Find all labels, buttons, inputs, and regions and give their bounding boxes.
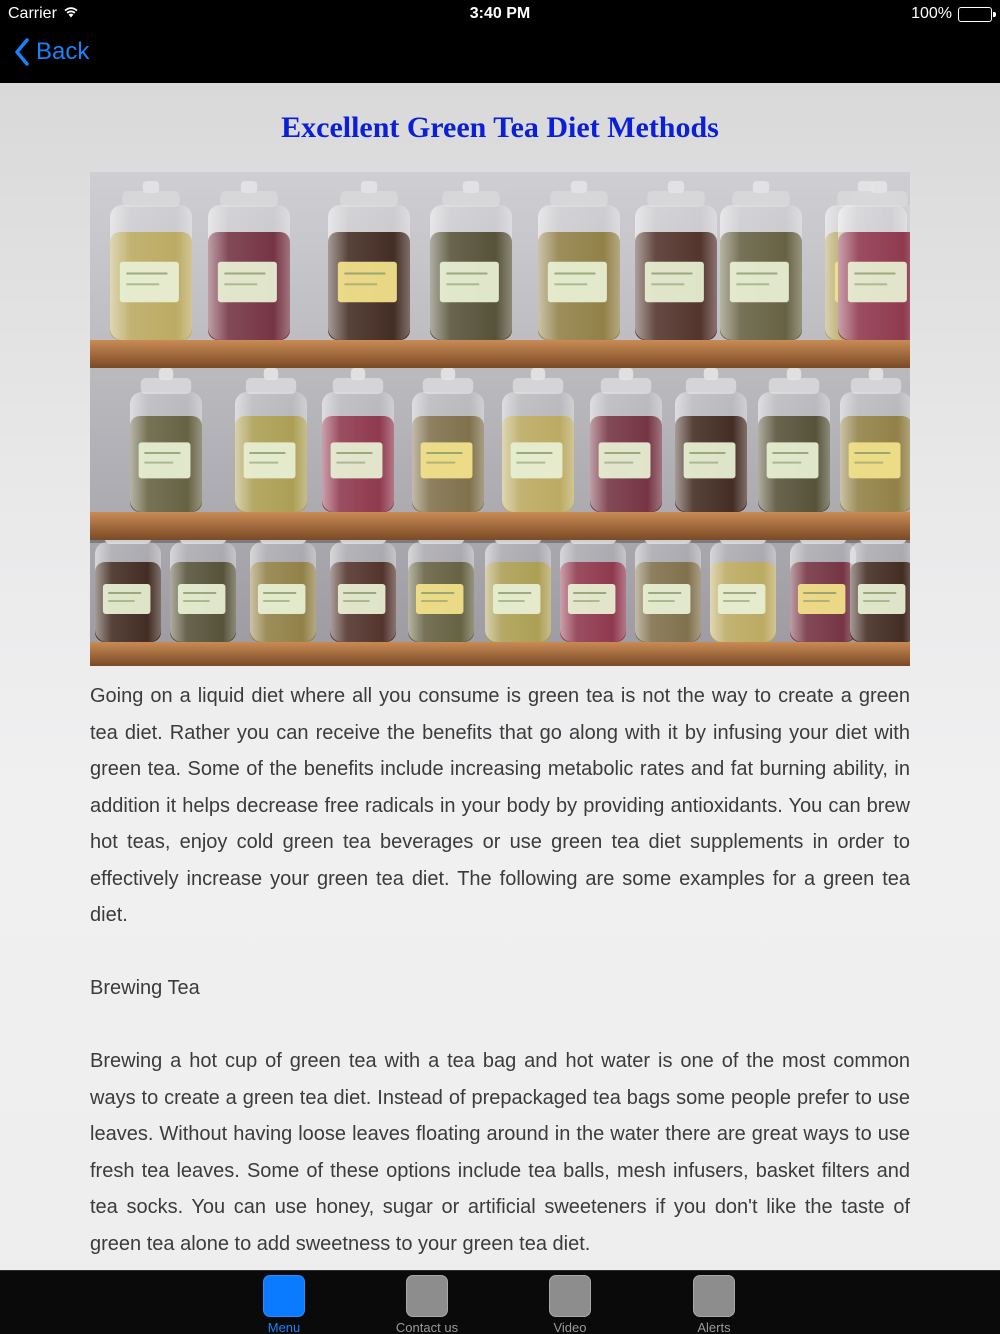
- back-button[interactable]: [14, 38, 89, 66]
- back-label: Back: [36, 38, 90, 65]
- tab-label: Video: [553, 1320, 587, 1334]
- status-bar: [0, 0, 1000, 28]
- article-paragraph: Going on a liquid diet where all you consume is green tea is not the way to create a green tea diet. Rather you can receive the benefits that go along with it by infusing your diet with green tea. Some of the benefits include increasing metabolic rates and fat burning ability, in addition it helps decrease free radicals in your body by providing antioxidants. You can brew hot teas, enjoy cold green tea beverages or use green tea diet supplements in order to effectively increase your green tea diet. The following are some examples for a green tea diet.: [90, 685, 910, 926]
- page-title: Excellent Green Tea Diet Methods: [281, 111, 719, 144]
- chevron-left-icon: [14, 38, 30, 66]
- tab-video[interactable]: [520, 1275, 620, 1333]
- tab-bar: [0, 1270, 1000, 1334]
- menu-icon: [263, 1275, 305, 1317]
- tab-label: Menu: [267, 1320, 301, 1334]
- tab-label: Contact us: [395, 1320, 459, 1334]
- tab-alerts[interactable]: [664, 1275, 764, 1333]
- tab-contact-us[interactable]: [377, 1275, 477, 1333]
- battery-icon: [958, 7, 992, 22]
- section-heading: Brewing Tea: [90, 977, 200, 999]
- status-time: 3:40 PM: [469, 5, 531, 22]
- tab-menu[interactable]: [234, 1275, 334, 1333]
- carrier-label: Carrier: [8, 5, 57, 22]
- video-icon: [549, 1275, 591, 1317]
- navigation-bar: [0, 28, 1000, 83]
- alerts-icon: [693, 1275, 735, 1317]
- contact-icon: [406, 1275, 448, 1317]
- tab-label: Alerts: [697, 1320, 731, 1334]
- article-paragraph: Brewing a hot cup of green tea with a tea bag and hot water is one of the most common ways to create a green tea diet. Instead of prepackaged tea bags some people prefer to use leaves. Without having loose leaves floating around in the water there are great ways to use fresh tea leaves. Some of these options include tea balls, mesh infusers, basket filters and tea socks. You can use honey, sugar or artificial sweeteners if you don't like the taste of green tea alone to add sweetness to your green tea diet.: [90, 1050, 910, 1255]
- article-body: [90, 678, 910, 1270]
- article-content[interactable]: [0, 83, 1000, 1270]
- battery-status: [911, 5, 992, 23]
- battery-percent: 100%: [911, 5, 952, 22]
- tea-jars-photo: [90, 172, 910, 666]
